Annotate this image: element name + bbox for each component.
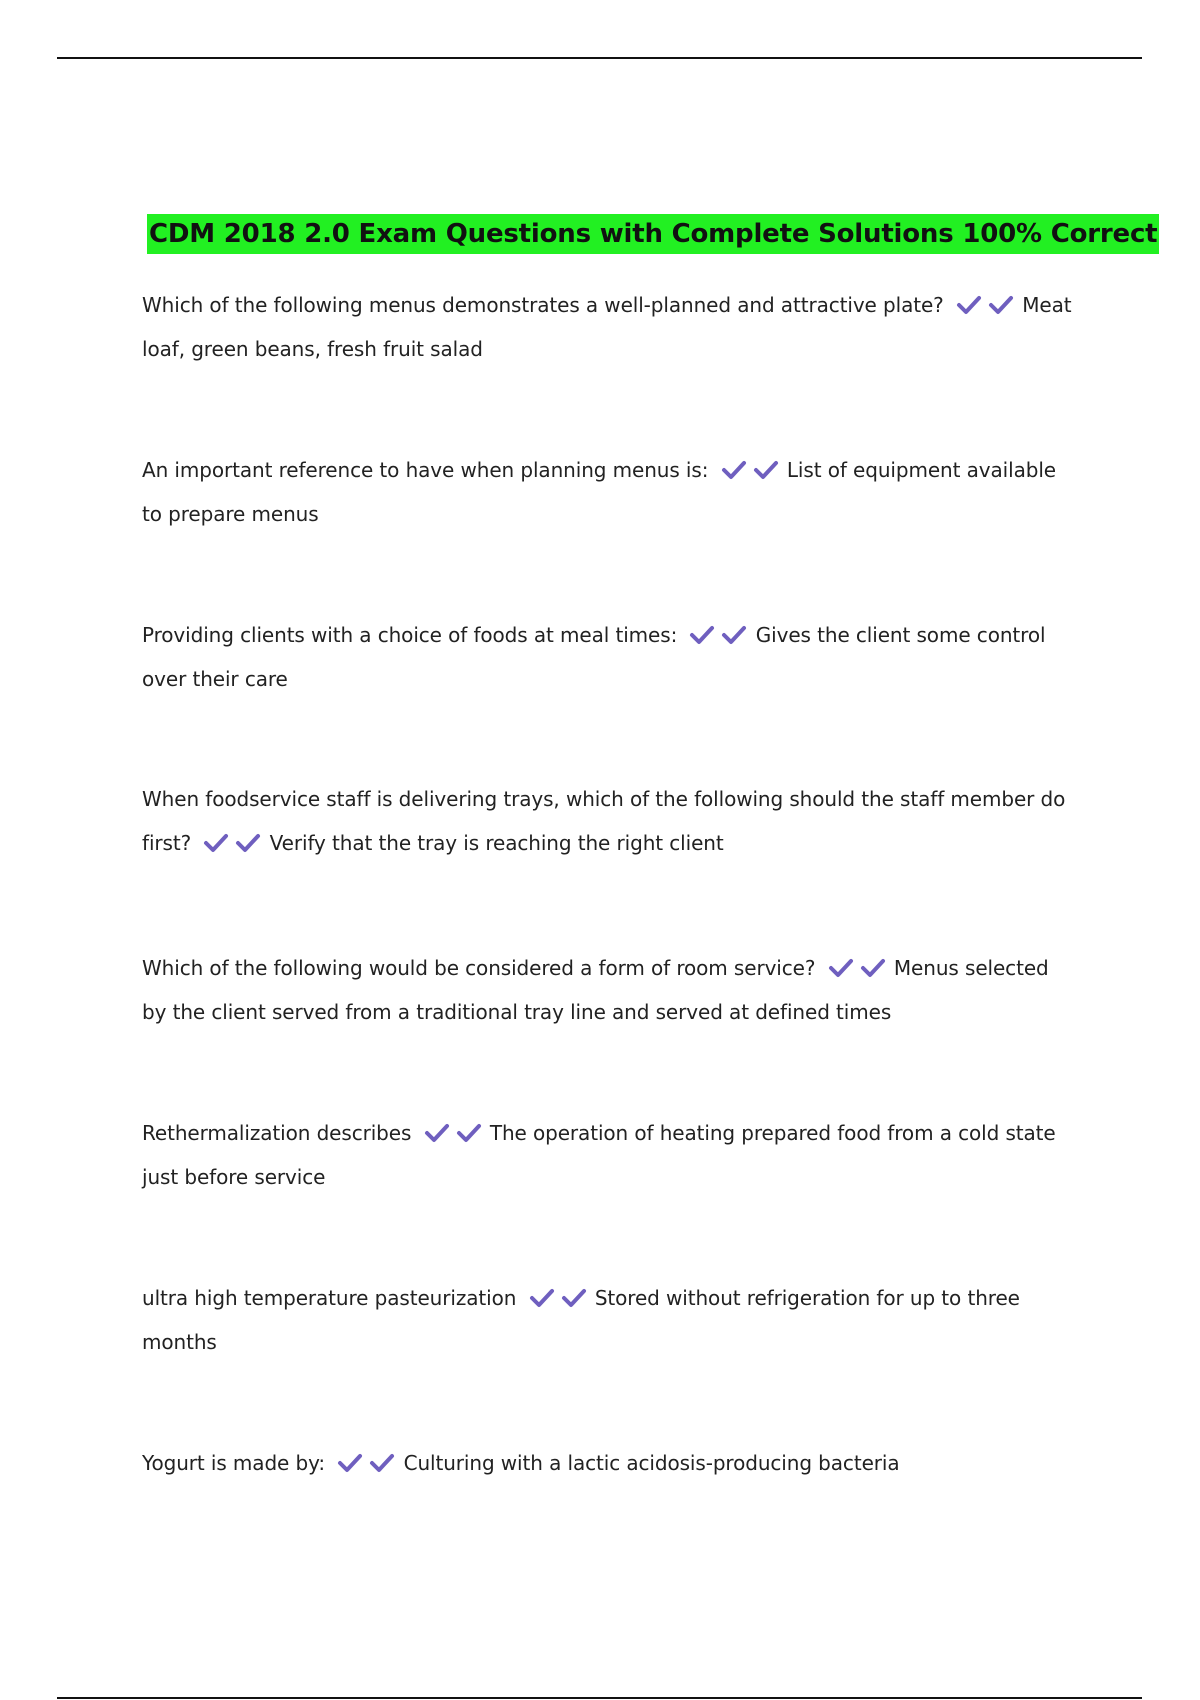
question-text: Providing clients with a choice of foods at meal times: [142,623,678,647]
answer-text: Gives the client some control over their care [142,623,1046,691]
qa-item [142,1441,1072,1485]
title-block [147,214,1158,254]
answer-text: Stored without refrigeration for up to three months [142,1286,1020,1354]
qa-item [142,1111,1072,1199]
question-text: When foodservice staff is delivering trays, which of the following should the staff member do first? [142,787,1066,855]
header-rule [57,57,1142,59]
check-mark-icon [956,295,982,315]
question-text: Which of the following would be considered a form of room service? [142,956,816,980]
qa-item [142,946,1072,1034]
check-mark-icon [424,1123,450,1143]
check-mark-icon [456,1123,482,1143]
check-mark-icon [235,833,261,853]
qa-item [142,283,1072,371]
question-text: ultra high temperature pasteurization [142,1286,517,1310]
check-mark-icon [828,958,854,978]
check-mark-icon [203,833,229,853]
answer-text: Verify that the tray is reaching the right client [269,831,724,855]
check-mark-icon [721,460,747,480]
check-mark-icon [529,1288,555,1308]
check-mark-icon [988,295,1014,315]
check-mark-icon [337,1453,363,1473]
check-mark-icon [369,1453,395,1473]
question-text: Yogurt is made by: [142,1451,326,1475]
qa-item [142,1276,1072,1364]
qa-item [142,613,1072,701]
answer-text: List of equipment available to prepare menus [142,458,1057,526]
question-text: Rethermalization describes [142,1121,412,1145]
check-mark-icon [561,1288,587,1308]
footer-rule [57,1697,1142,1699]
check-mark-icon [721,625,747,645]
qa-item [142,448,1072,536]
qa-item [142,777,1072,865]
answer-text: Culturing with a lactic acidosis-producing bacteria [403,1451,900,1475]
answer-text: Meat loaf, green beans, fresh fruit salad [142,293,1072,361]
answer-text: The operation of heating prepared food from a cold state just before service [142,1121,1056,1189]
question-text: Which of the following menus demonstrates a well-planned and attractive plate? [142,293,944,317]
check-mark-icon [689,625,715,645]
question-text: An important reference to have when planning menus is: [142,458,709,482]
check-mark-icon [860,958,886,978]
check-mark-icon [753,460,779,480]
document-title: CDM 2018 2.0 Exam Questions with Complete Solutions 100% Correct [147,214,1159,254]
answer-text: Menus selected by the client served from a traditional tray line and served at defined times [142,956,1049,1024]
